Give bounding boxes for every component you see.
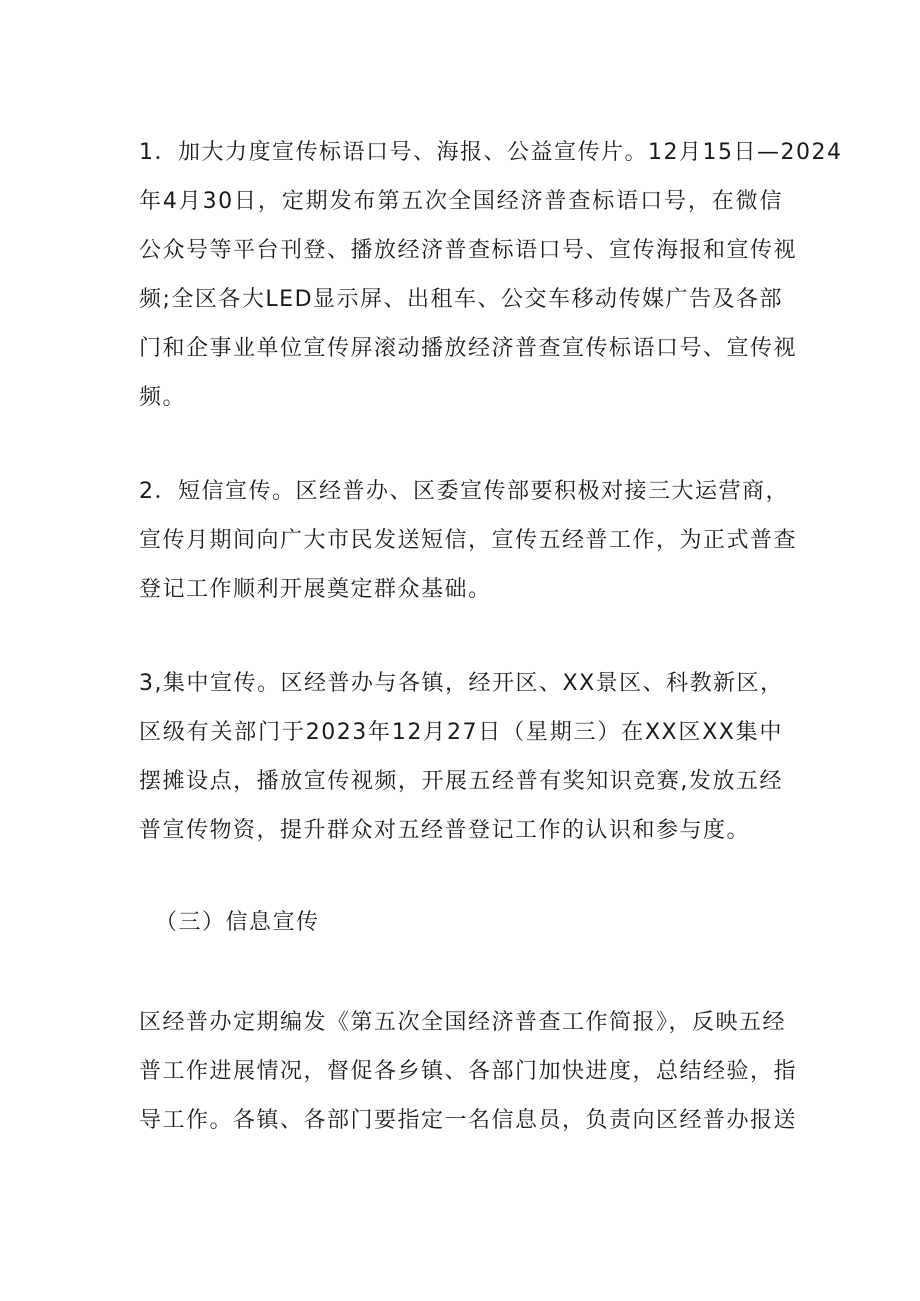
paragraph-item-3 — [139, 659, 783, 855]
text-line: 宣传月期间向广大市民发送短信，宣传五经普工作，为正式普查 — [139, 528, 798, 553]
section-heading — [155, 898, 799, 947]
text-line: 频;全区各大LED显示屏、出租车、公交车移动传媒广告及各部 — [139, 287, 784, 312]
text-line: 2．短信宣传。区经普办、区委宣传部要积极对接三大运营商， — [139, 479, 789, 504]
text-line: 普宣传物资，提升群众对五经普登记工作的认识和参与度。 — [139, 818, 751, 843]
text-line: 1．加大力度宣传标语口号、海报、公益宣传片。12月15日—2024 — [139, 140, 843, 165]
text-line: 频。 — [139, 385, 187, 410]
text-line: 年4月30日，定期发布第五次全国经济普查标语口号，在微信 — [139, 189, 783, 214]
text-line: 导工作。各镇、各部门要指定一名信息员，负责向区经普办报送 — [139, 1108, 798, 1133]
text-line: 摆摊设点，播放宣传视频，开展五经普有奖知识竞赛,发放五经 — [139, 769, 783, 794]
text-line: 公众号等平台刊登、播放经济普查标语口号、宣传海报和宣传视 — [139, 238, 798, 263]
section-heading-text: （三）信息宣传 — [155, 910, 320, 935]
text-line: 门和企事业单位宣传屏滚动播放经济普查宣传标语口号、宣传视 — [139, 336, 798, 361]
paragraph-info — [139, 998, 798, 1145]
paragraph-item-1 — [139, 128, 843, 422]
text-line: 普工作进展情况，督促各乡镇、各部门加快进度，总结经验，指 — [139, 1059, 798, 1084]
text-line: 3,集中宣传。区经普办与各镇，经开区、XX景区、科教新区， — [139, 671, 784, 696]
paragraph-item-2 — [139, 467, 798, 614]
text-line: 登记工作顺利开展奠定群众基础。 — [139, 577, 492, 602]
text-line: 区经普办定期编发《第五次全国经济普查工作简报》，反映五经 — [139, 1010, 787, 1035]
text-line: 区级有关部门于2023年12月27日（星期三）在XX区XX集中 — [139, 720, 783, 745]
